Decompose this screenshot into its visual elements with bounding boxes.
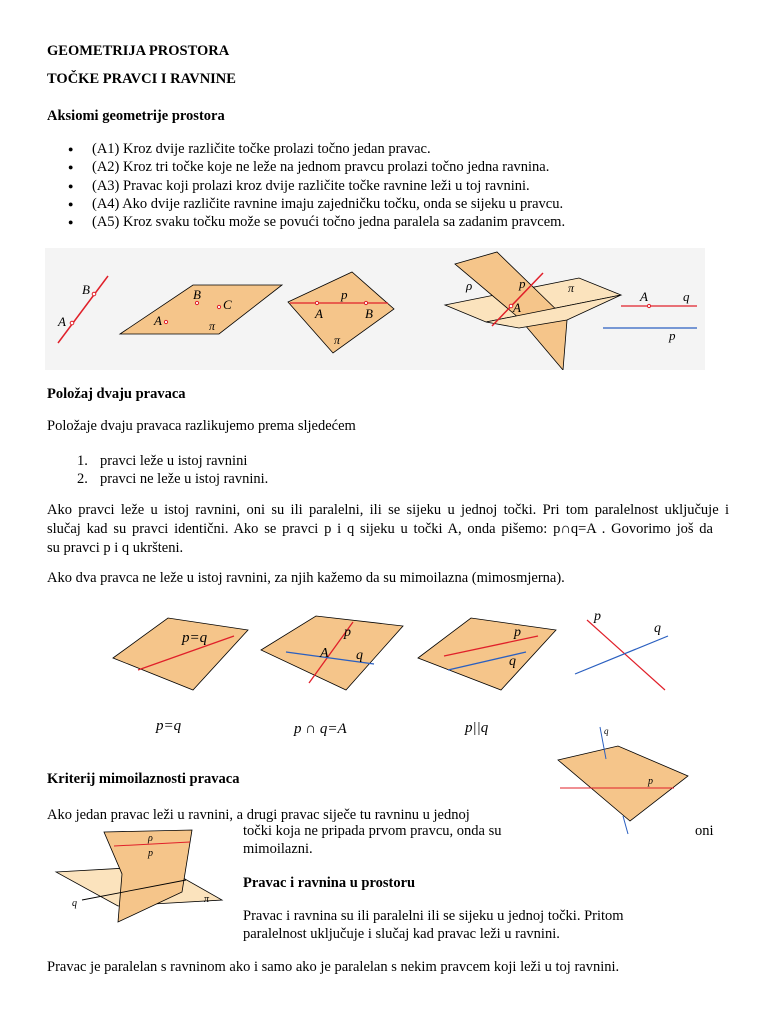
a5-point-a <box>647 304 650 307</box>
a2-label-a: A <box>154 313 162 328</box>
axiom-item-a5: ● (A5) Kroz svaku točku može se povući točno jedna paralela sa zadanim pravcem. <box>68 213 565 231</box>
item-number: 1. <box>77 453 88 469</box>
two-lines-item <box>77 470 268 488</box>
a4-label-a: A <box>513 300 521 315</box>
a2-point-a <box>164 320 167 323</box>
criterion-line-1: Ako jedan pravac leži u ravnini, a drugi pravac siječe tu ravninu u jednoj <box>47 807 470 823</box>
lp-label-rho: ρ <box>148 833 153 844</box>
caption-intersect: p ∩ q=A <box>294 721 347 737</box>
a3-point-a <box>315 301 318 304</box>
item-text: pravci ne leže u istoj ravnini. <box>100 471 269 487</box>
axiom-list <box>68 140 565 231</box>
a4-label-rho: ρ <box>466 278 473 293</box>
a3-label-p: p <box>341 287 348 302</box>
two-lines-item <box>77 452 268 470</box>
two-lines-paragraph <box>47 501 729 558</box>
criterion-label-q: q <box>604 726 609 736</box>
criterion-heading: Kriterij mimoilaznosti pravaca <box>47 771 240 787</box>
f1-label: p=q <box>182 630 208 646</box>
line-plane-text-1: Pravac i ravnina su ili paralelni ili se sijeku u jednoj točki. Pritom <box>243 908 624 924</box>
line-plane-figure <box>52 826 232 938</box>
f1-plane <box>113 618 248 690</box>
a3-label-a: A <box>315 306 323 321</box>
criterion-line-2-end: oni <box>695 823 714 839</box>
f4-label-q: q <box>654 621 661 636</box>
lp-label-pi: π <box>204 894 210 905</box>
f3-label-p: p <box>514 625 521 640</box>
item-number: 2. <box>77 471 88 487</box>
f3-label-q: q <box>509 654 516 669</box>
two-lines-heading: Položaj dvaju pravaca <box>47 386 186 402</box>
a2-label-c: C <box>223 297 232 312</box>
a5-label-a: A <box>640 289 648 304</box>
item-text: pravci leže u istoj ravnini <box>100 453 248 469</box>
criterion-line-3: mimoilazni. <box>243 841 313 857</box>
criterion-plane <box>558 746 688 821</box>
a3-point-b <box>364 301 367 304</box>
two-lines-list <box>77 452 268 488</box>
doc-subtitle: TOČKE PRAVCI I RAVNINE <box>47 71 236 87</box>
axiom-item-a2: ● (A2) Kroz tri točke koje ne leže na jednom pravcu prolazi točno jedna ravnina. <box>68 158 565 176</box>
para-line: Ako pravci leže u istoj ravnini, oni su ili paralelni, ili se sijeku u jednoj točki. Pri tom paralelnost uključuje i <box>47 502 729 518</box>
skew-lines-paragraph: Ako dva pravca ne leže u istoj ravnini, za njih kažemo da su mimoilazna (mimosmjerna). <box>47 570 565 586</box>
line-positions-figure <box>108 606 708 706</box>
doc-title: GEOMETRIJA PROSTORA <box>47 43 230 59</box>
a2-label-pi: π <box>209 319 216 333</box>
criterion-line-2: točki koja ne pripada prvom pravcu, onda su <box>243 823 502 839</box>
a2-point-c <box>217 305 220 308</box>
line-plane-final: Pravac je paralelan s ravninom ako i samo ako je paralelan s nekim pravcem koji leži u toj ravnini. <box>47 959 620 975</box>
a2-label-b: B <box>193 287 201 302</box>
f2-label-q: q <box>356 648 363 663</box>
axiom-item-a4: ● (A4) Ako dvije različite ravnine imaju zajedničku točku, onda se sijeku u pravcu. <box>68 195 565 213</box>
a5-label-q: q <box>683 289 690 304</box>
line-plane-text-2: paralelnost uključuje i slučaj kad pravac leži u ravnini. <box>243 926 560 942</box>
axioms-figure-strip <box>45 248 705 370</box>
axioms-heading: Aksiomi geometrije prostora <box>47 108 225 124</box>
lp-label-q: q <box>72 898 77 909</box>
a4-label-p: p <box>519 276 526 291</box>
caption-equal: p=q <box>156 718 182 734</box>
lp-label-p: p <box>148 848 153 859</box>
f2-label-p: p <box>344 625 351 640</box>
a3-label-b: B <box>365 306 373 321</box>
f4-line-q <box>575 636 668 674</box>
a3-label-pi: π <box>334 333 341 347</box>
f4-label-p: p <box>594 609 601 624</box>
a1-point-a <box>70 321 74 325</box>
axiom-item-a1: ● (A1) Kroz dvije različite točke prolazi točno jedan pravac. <box>68 140 565 158</box>
f2-plane <box>261 616 403 690</box>
para-line: su pravci p i q ukršteni. <box>47 540 184 556</box>
criterion-label-p: p <box>648 776 653 787</box>
skew-criterion-figure <box>548 726 698 836</box>
a1-label-a: A <box>58 314 66 329</box>
a1-label-b: B <box>82 282 90 297</box>
two-lines-intro: Položaje dvaju pravaca razlikujemo prema sljedećem <box>47 418 356 434</box>
para-line: slučaj kad su pravci identični. Ako se pravci p i q sijeku u točki A, onda pišemo: p∩q=A . Govorimo još da <box>47 521 713 537</box>
f2-label-a: A <box>320 646 329 661</box>
a1-point-b <box>92 292 96 296</box>
a4-label-pi: π <box>568 281 575 295</box>
a5-label-p: p <box>669 328 676 343</box>
f3-plane <box>418 618 556 690</box>
line-plane-heading: Pravac i ravnina u prostoru <box>243 875 416 891</box>
caption-parallel: p||q <box>465 720 489 736</box>
axiom-item-a3: ● (A3) Pravac koji prolazi kroz dvije različite točke ravnine leži u toj ravnini. <box>68 177 565 195</box>
